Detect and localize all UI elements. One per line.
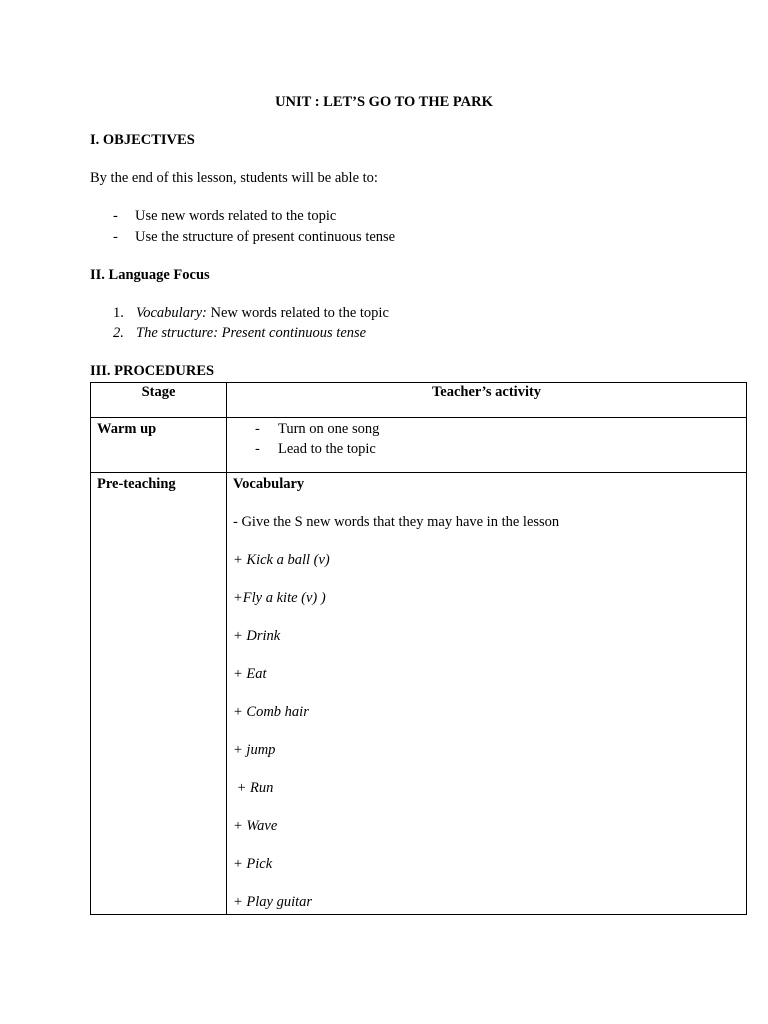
activity-cell bbox=[227, 473, 747, 915]
language-focus-item bbox=[136, 304, 389, 322]
activity-cell bbox=[227, 418, 747, 473]
table-row bbox=[91, 418, 747, 473]
objectives-heading: I. OBJECTIVES bbox=[90, 132, 195, 148]
item-text: Present continuous tense bbox=[218, 325, 367, 341]
vocabulary-word: + Kick a ball (v) bbox=[233, 552, 330, 568]
list-bullet: - bbox=[255, 421, 260, 437]
procedures-heading: III. PROCEDURES bbox=[90, 363, 215, 379]
instruction-text: - Give the S new words that they may have in the lesson bbox=[233, 514, 560, 530]
vocabulary-word: + Play guitar bbox=[233, 894, 313, 910]
list-number: 2. bbox=[113, 325, 124, 341]
table-row bbox=[91, 473, 747, 915]
vocabulary-word: + Pick bbox=[233, 856, 273, 872]
activity-item: Turn on one song bbox=[278, 421, 380, 437]
objective-item: Use new words related to the topic bbox=[135, 208, 337, 224]
vocabulary-word: + Eat bbox=[233, 666, 267, 682]
item-label: Vocabulary: bbox=[136, 305, 207, 321]
objective-item: Use the structure of present continuous tense bbox=[135, 229, 396, 245]
vocabulary-word: + Drink bbox=[233, 628, 281, 644]
stage-cell: Pre-teaching bbox=[91, 473, 227, 915]
stage-cell: Warm up bbox=[91, 418, 227, 473]
objectives-intro: By the end of this lesson, students will be able to: bbox=[90, 170, 378, 186]
language-focus-heading: II. Language Focus bbox=[90, 267, 210, 283]
list-bullet: - bbox=[113, 208, 118, 224]
column-header-stage: Stage bbox=[91, 383, 227, 418]
column-header-activity: Teacher’s activity bbox=[227, 383, 747, 418]
list-bullet: - bbox=[255, 441, 260, 457]
vocabulary-word: + Comb hair bbox=[233, 704, 309, 720]
list-bullet: - bbox=[113, 229, 118, 245]
procedures-table bbox=[90, 382, 747, 915]
language-focus-item bbox=[136, 324, 366, 342]
vocabulary-word: +Fly a kite (v) ) bbox=[233, 590, 326, 606]
list-number: 1. bbox=[113, 305, 124, 321]
vocabulary-word: + Wave bbox=[233, 818, 278, 834]
vocabulary-word: + Run bbox=[233, 780, 274, 796]
item-text: New words related to the topic bbox=[206, 305, 389, 321]
table-header-row bbox=[91, 383, 747, 418]
item-label: The structure: bbox=[136, 325, 219, 341]
document-title: UNIT : LET’S GO TO THE PARK bbox=[275, 94, 493, 110]
section-title: Vocabulary bbox=[233, 476, 305, 492]
vocabulary-word: + jump bbox=[233, 742, 276, 758]
activity-item: Lead to the topic bbox=[278, 441, 376, 457]
